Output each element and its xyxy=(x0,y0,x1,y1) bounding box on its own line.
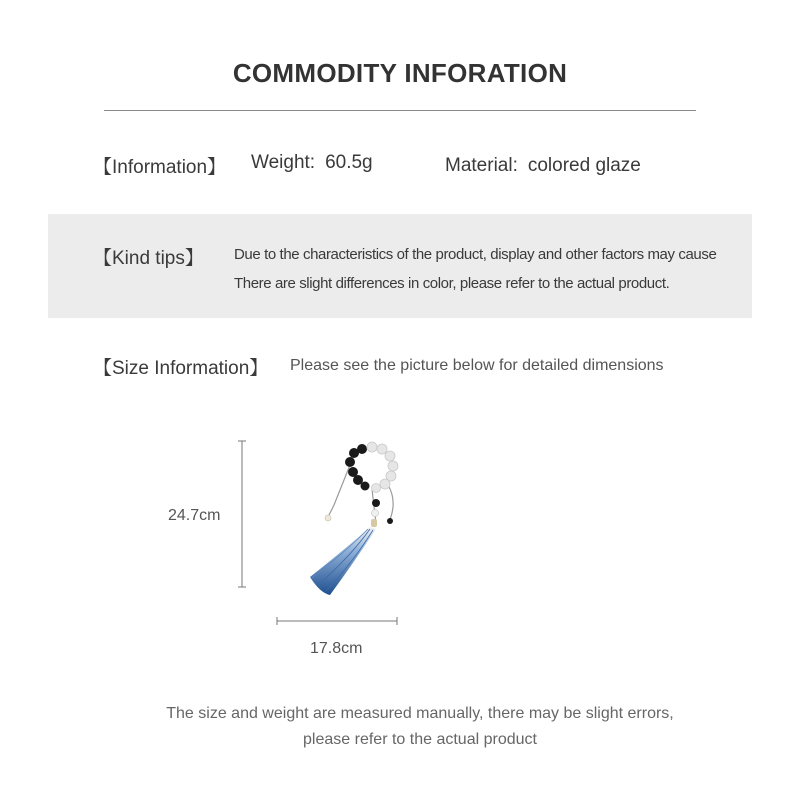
weight-field xyxy=(251,152,373,174)
weight-value: 60.5g xyxy=(325,152,373,173)
height-dimension-label: 24.7cm xyxy=(168,507,221,524)
size-information-note: Please see the picture below for detailed dimensions xyxy=(290,357,664,374)
size-information-label: 【Size Information】 xyxy=(93,358,269,379)
page-title: COMMODITY INFORATION xyxy=(232,58,568,88)
bracelet-image xyxy=(290,435,420,605)
material-value: colored glaze xyxy=(527,155,641,176)
width-dimension-line xyxy=(276,617,398,625)
material-label: Material: xyxy=(445,155,518,176)
footer-note-line-2: please refer to the actual product xyxy=(303,731,537,748)
height-dimension-line xyxy=(238,440,246,588)
information-label: 【Information】 xyxy=(93,157,227,178)
width-dimension-label: 17.8cm xyxy=(310,640,363,657)
footer-note-line-1: The size and weight are measured manually, there may be slight errors, xyxy=(166,705,674,722)
material-field xyxy=(445,155,641,177)
title-divider xyxy=(104,110,696,111)
weight-label: Weight: xyxy=(251,152,316,173)
kind-tips-line-2: There are slight differences in color, please refer to the actual product. xyxy=(234,275,670,292)
kind-tips-label: 【Kind tips】 xyxy=(93,248,204,269)
kind-tips-line-1: Due to the characteristics of the product, display and other factors may cause xyxy=(234,246,717,263)
